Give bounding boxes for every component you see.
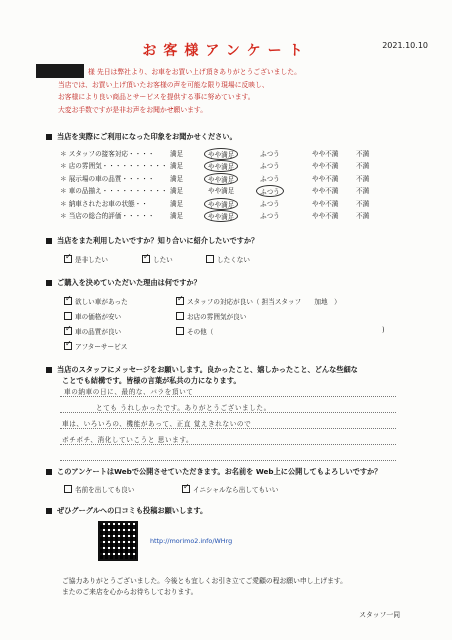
rating-choice[interactable]: ふつう bbox=[260, 199, 280, 208]
rating-choice[interactable]: 満足 bbox=[170, 199, 184, 208]
rating-choice[interactable]: やや満足 bbox=[208, 187, 235, 196]
rating-choice[interactable]: やや満足 bbox=[204, 173, 238, 185]
closing-line: ご協力ありがとうございました。今後とも宜しくお引き立てご愛顧の程お願い申し上げます。 bbox=[62, 577, 347, 585]
rating-choice[interactable]: やや満足 bbox=[204, 198, 238, 210]
q2-heading bbox=[46, 236, 258, 246]
closing-line: またのご来店を心からお待ちしております。 bbox=[62, 588, 198, 596]
checkbox-icon[interactable] bbox=[176, 297, 184, 305]
rating-choice[interactable]: 満足 bbox=[170, 187, 184, 196]
checkbox-icon[interactable] bbox=[64, 255, 72, 263]
q2-option[interactable]: したくない bbox=[206, 254, 250, 264]
q4-question: 当店のスタッフにメッセージをお願いします。良かったこと、嬉しかったこと、どんな些細な bbox=[57, 365, 358, 374]
checkbox-icon[interactable] bbox=[176, 312, 184, 320]
checkbox-icon[interactable] bbox=[142, 255, 150, 263]
square-bullet-icon bbox=[46, 508, 52, 514]
square-bullet-icon bbox=[46, 469, 52, 475]
rating-choice[interactable]: 不満 bbox=[356, 150, 370, 158]
rating-choice[interactable]: 不満 bbox=[356, 174, 370, 183]
handwritten-message: 車は、いろいろの、機能があって、正直 覚えきれないので bbox=[62, 420, 252, 428]
survey-date: 2021.10.10 bbox=[382, 41, 428, 50]
rating-choice[interactable]: 満足 bbox=[170, 174, 184, 183]
rating-choice[interactable]: やや不満 bbox=[312, 187, 339, 196]
staff-signature: スタッフ一同 bbox=[359, 611, 400, 619]
rating-choice[interactable]: やや不満 bbox=[312, 199, 339, 208]
rating-row bbox=[60, 160, 400, 172]
handwritten-message: とても うれしかったです。ありがとうございました。 bbox=[96, 404, 271, 412]
q3-option[interactable]: 車の価格が安い bbox=[64, 311, 121, 321]
checkbox-icon[interactable] bbox=[206, 255, 214, 263]
square-bullet-icon bbox=[46, 367, 52, 373]
review-url-link[interactable]: http://morimo2.info/WHrg bbox=[150, 537, 233, 545]
rating-row bbox=[60, 173, 400, 185]
rating-choice[interactable]: 満足 bbox=[170, 150, 184, 158]
rating-choice[interactable]: ふつう bbox=[260, 174, 280, 183]
rating-item-label: ＊ 車の品揃え・・・・・・・・・・ bbox=[60, 187, 168, 196]
answer-line bbox=[60, 412, 396, 413]
q3-option[interactable]: ✓ スタッフの対応が良い（ 担当スタッフ 加地 ） bbox=[176, 296, 341, 306]
checkbox-icon[interactable] bbox=[176, 327, 184, 335]
rating-choice[interactable]: やや不満 bbox=[312, 162, 339, 171]
intro-line: 大変お手数ですが是非お声をお聞かせ願います。 bbox=[58, 105, 207, 114]
intro-text bbox=[58, 66, 301, 116]
closing-text bbox=[62, 576, 347, 598]
checkbox-icon[interactable] bbox=[64, 297, 72, 305]
q1-question: 当店を実際にご利用になった印象をお聞かせください。 bbox=[57, 132, 237, 141]
checkbox-icon[interactable] bbox=[182, 485, 190, 493]
q4-question-continued: ことでも結構です。皆様の言葉が私共の力になります。 bbox=[62, 376, 241, 385]
checkbox-icon[interactable] bbox=[64, 342, 72, 350]
rating-item-label: ＊ 納車されたお車の状態・・ bbox=[60, 199, 148, 208]
rating-row bbox=[60, 198, 400, 210]
rating-choice[interactable]: ふつう bbox=[260, 150, 280, 158]
square-bullet-icon bbox=[46, 238, 52, 244]
rating-item-label: ＊ スタッフの接客対応・・・・ bbox=[60, 150, 155, 158]
rating-choice[interactable]: 満足 bbox=[170, 211, 184, 220]
handwritten-message: 車の納車の日に、最的な、バラを頂いて bbox=[64, 388, 194, 396]
q3-question: ご購入を決めていただいた理由は何ですか？ bbox=[57, 278, 201, 287]
square-bullet-icon bbox=[46, 134, 52, 140]
intro-line: 当店では、お買い上げ頂いたお客様の声を可能な限り現場に反映し、 bbox=[58, 80, 269, 89]
q3-option[interactable]: ✓アフターサービス bbox=[64, 341, 127, 351]
rating-item-label: ＊ 店の雰囲気・・・・・・・・・・ bbox=[60, 162, 168, 171]
answer-line bbox=[60, 444, 396, 445]
rating-choice[interactable]: 不満 bbox=[356, 199, 370, 208]
rating-choice[interactable]: やや不満 bbox=[312, 211, 339, 220]
rating-choice[interactable]: やや満足 bbox=[204, 160, 238, 172]
answer-line bbox=[60, 396, 396, 397]
q6-question: ぜひグーグルへの口コミも投稿お願いします。 bbox=[57, 506, 208, 515]
q2-question: 当店をまた利用したいですか？知り合いに紹介したいですか？ bbox=[57, 236, 259, 245]
q3-heading bbox=[46, 278, 201, 288]
rating-row bbox=[60, 210, 400, 222]
answer-line bbox=[60, 428, 396, 429]
rating-choice[interactable]: 不満 bbox=[356, 187, 370, 196]
checkbox-icon[interactable] bbox=[64, 312, 72, 320]
rating-item-label: ＊ 当店の総合的評価・・・・・ bbox=[60, 211, 155, 220]
rating-choice[interactable]: 不満 bbox=[356, 162, 370, 171]
survey-title: お客様アンケート bbox=[142, 43, 310, 59]
q2-option[interactable]: ✓ したい bbox=[142, 254, 173, 264]
q3-option[interactable]: ✓欲しい車があった bbox=[64, 296, 128, 306]
q5-heading bbox=[46, 467, 381, 477]
rating-choice[interactable]: やや満足 bbox=[204, 210, 238, 222]
q3-option[interactable]: お店の雰囲気が良い bbox=[176, 311, 246, 321]
q3-option[interactable]: ✓車の品質が良い bbox=[64, 326, 121, 336]
rating-row bbox=[60, 148, 400, 160]
q6-heading bbox=[46, 506, 207, 516]
answer-line bbox=[60, 460, 396, 461]
q3-other-close: ) bbox=[382, 326, 385, 334]
checkbox-icon[interactable] bbox=[64, 485, 72, 493]
intro-line: 様 先日は弊社より、お車をお買い上げ頂きありがとうございました。 bbox=[88, 68, 301, 76]
rating-choice[interactable]: 満足 bbox=[170, 162, 184, 171]
rating-item-label: ＊ 展示場の車の品質・・・・・ bbox=[60, 174, 155, 183]
q1-heading bbox=[46, 132, 237, 142]
rating-choice[interactable]: 不満 bbox=[356, 211, 370, 220]
q5-option[interactable]: 名前を出しても良い bbox=[64, 484, 134, 494]
rating-choice[interactable]: やや不満 bbox=[312, 174, 339, 183]
rating-choice[interactable]: ふつう bbox=[260, 162, 280, 171]
square-bullet-icon bbox=[46, 280, 52, 286]
handwritten-message: ボチボチ、消化していこうと 思います。 bbox=[62, 436, 194, 444]
q5-question: このアンケートはWebで公開させていただきます。お名前を Web上に公開してもよろしいですか？ bbox=[57, 467, 382, 476]
q1-rating-table bbox=[60, 148, 400, 222]
intro-line: お客様により良い商品とサービスを提供する事に努めています。 bbox=[58, 93, 255, 102]
rating-choice[interactable]: やや不満 bbox=[312, 150, 339, 158]
rating-choice[interactable]: ふつう bbox=[260, 211, 280, 220]
rating-row bbox=[60, 185, 400, 197]
rating-choice[interactable]: ふつう bbox=[256, 185, 284, 197]
q5-option[interactable]: ✓ イニシャルなら出してもいい bbox=[182, 484, 278, 494]
qr-code-icon[interactable] bbox=[98, 521, 138, 561]
rating-choice[interactable]: やや満足 bbox=[204, 148, 238, 160]
checkbox-icon[interactable] bbox=[64, 327, 72, 335]
q3-option[interactable]: その他（ bbox=[176, 326, 213, 336]
q2-option[interactable]: ✓是非したい bbox=[64, 254, 108, 264]
q4-heading bbox=[46, 364, 358, 386]
